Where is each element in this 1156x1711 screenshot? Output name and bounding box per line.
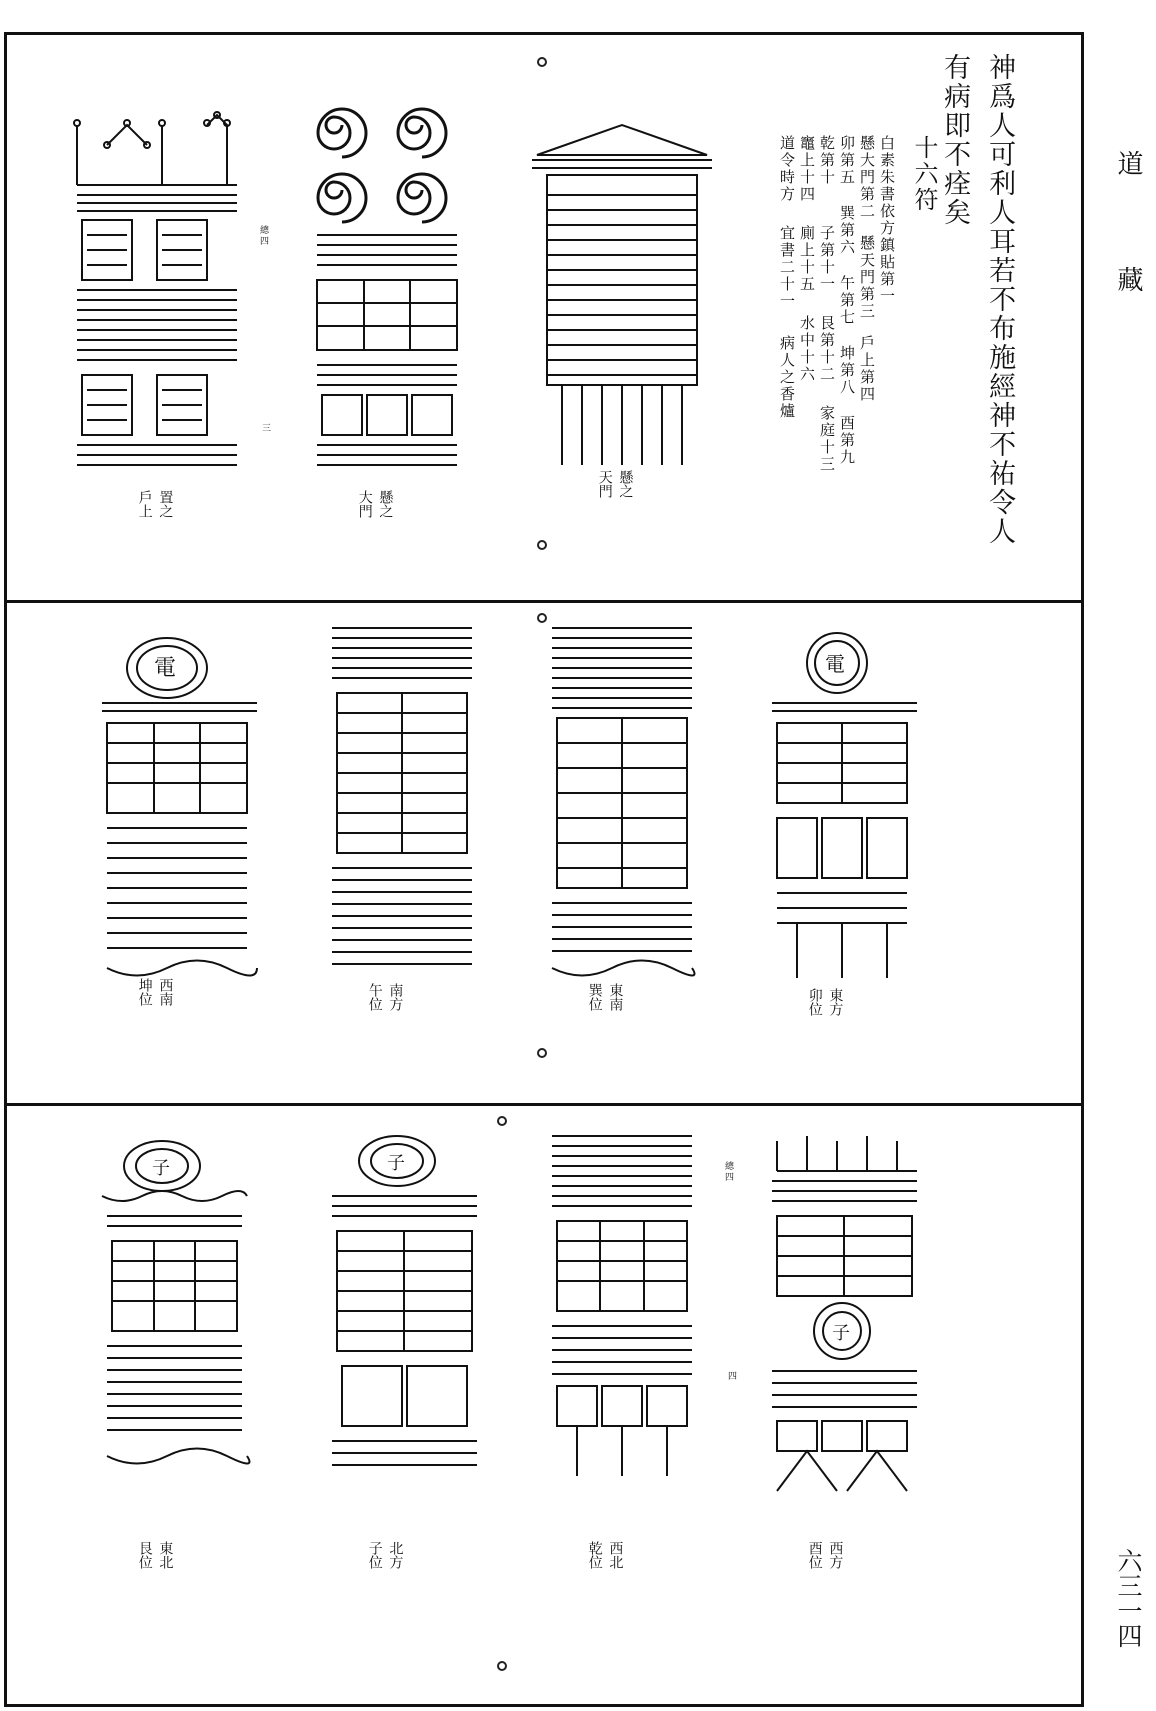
binding-hole bbox=[537, 540, 547, 550]
margin-note: 總四 bbox=[723, 1161, 733, 1183]
talisman-caption: 西南 坤位 bbox=[136, 978, 174, 1006]
talisman-caption: 南方 午位 bbox=[366, 983, 404, 1011]
talisman-caption: 置之 戶上 bbox=[136, 490, 174, 518]
talisman-southeast bbox=[547, 618, 697, 998]
binding-hole bbox=[537, 1048, 547, 1058]
talisman-heaven-gate bbox=[527, 85, 717, 495]
binding-hole bbox=[537, 613, 547, 623]
panel-middle bbox=[7, 603, 1081, 1103]
talisman-caption: 西北 乾位 bbox=[586, 1541, 624, 1569]
talisman-great-gate bbox=[307, 85, 467, 505]
talisman-caption: 西方 酉位 bbox=[806, 1541, 844, 1569]
binding-hole bbox=[497, 1661, 507, 1671]
talisman-west bbox=[767, 1131, 927, 1511]
talisman-northwest bbox=[547, 1126, 697, 1516]
margin-note: 三 bbox=[260, 423, 270, 434]
talisman-caption: 東方 卯位 bbox=[806, 988, 844, 1016]
talisman-northeast bbox=[97, 1136, 257, 1516]
sub-text-heading: 十六符 bbox=[910, 135, 938, 213]
spine-page-number: 六三一四 bbox=[1114, 1548, 1143, 1648]
seal-glyph: 電 bbox=[154, 656, 177, 681]
talisman-caption: 懸之 大門 bbox=[356, 490, 394, 518]
binding-hole bbox=[497, 1116, 507, 1126]
talisman-caption: 東北 艮位 bbox=[136, 1541, 174, 1569]
margin-note: 四 bbox=[726, 1371, 736, 1382]
margin-note: 總四 bbox=[258, 225, 268, 247]
spine-title: 道藏 bbox=[1113, 150, 1143, 382]
page-frame bbox=[4, 32, 1084, 1707]
page-spine bbox=[1096, 0, 1156, 1711]
talisman-door bbox=[67, 85, 247, 505]
seal-glyph: 子 bbox=[152, 1158, 170, 1179]
talisman-caption: 東南 巽位 bbox=[586, 983, 624, 1011]
binding-hole bbox=[537, 57, 547, 67]
talisman-east bbox=[767, 628, 927, 998]
talisman-caption: 懸之 天門 bbox=[596, 470, 634, 498]
talisman-north bbox=[327, 1131, 487, 1511]
seal-glyph: 子 bbox=[387, 1153, 405, 1174]
seal-glyph: 子 bbox=[832, 1323, 850, 1344]
talisman-southwest bbox=[97, 623, 267, 993]
talisman-south bbox=[327, 618, 477, 998]
panel-bottom bbox=[7, 1106, 1081, 1707]
talisman-caption: 北方 子位 bbox=[366, 1541, 404, 1569]
panel-top: 神爲人可利人耳若不布施經神不祐令人 有病即不痊矣 十六符 白素朱書依方鎮貼第一 懸大門第二 懸天門第三 戶上第四 卯第五 巽第六 午第七 坤第八 酉第九 乾第十 子第十一 艮第十二 家庭十三 竈上十四 廁上十五 水中十六 道令時方 宜書二十一 病人之香爐 總四 三 置之 戶上 懸之 大門 懸之 天門 bbox=[7, 35, 1081, 600]
seal-glyph: 電 bbox=[825, 652, 845, 676]
sub-text-block: 十六符 白素朱書依方鎮貼第一 懸大門第二 懸天門第三 戶上第四 卯第五 巽第六 午第七 坤第八 酉第九 乾第十 子第十一 艮第十二 家庭十三 竈上十四 廁上十五 水中十六 道令時方 宜書二十一 病人之香爐 bbox=[777, 135, 937, 575]
